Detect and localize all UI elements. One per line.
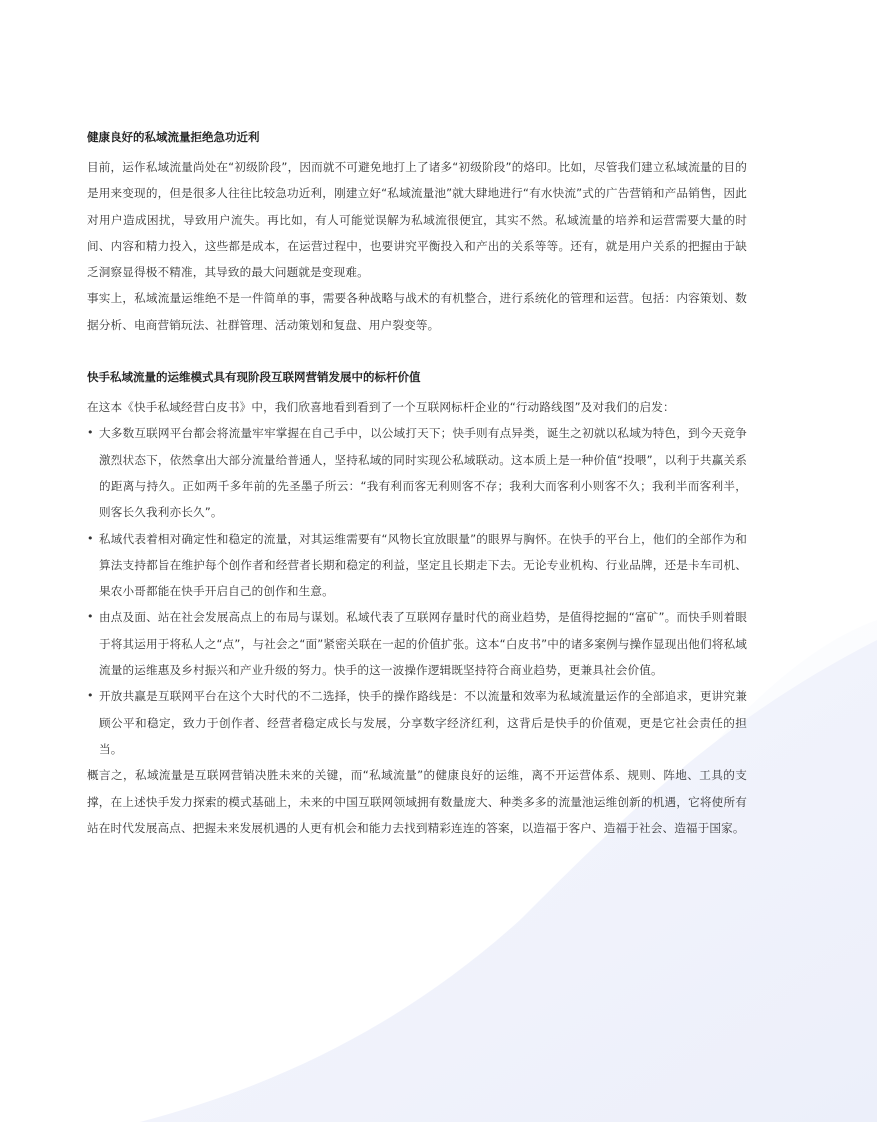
bullet-icon: • (87, 531, 94, 545)
bullet-item (87, 683, 747, 762)
bullet-text: 由点及面、站在社会发展高点上的布局与谋划。私域代表了互联网存量时代的商业趋势，是值得挖掘的“富矿”。而快手则着眼于将其运用于将私人之“点”，与社会之“面”紧密关联在一起的价值扩张。这本“白皮书”中的诸多案例与操作显现出他们将私域流量的运维惠及乡村振兴和产业升级的努力。快手的这一波操作逻辑既坚持符合商业趋势，更兼具社会价值。 (99, 610, 747, 678)
bullet-icon: • (87, 610, 94, 624)
section-healthy-private-traffic (87, 128, 747, 338)
paragraph: 目前，运作私域流量尚处在“初级阶段”，因而就不可避免地打上了诸多“初级阶段”的烙印。比如，尽管我们建立私域流量的目的是用来变现的，但是很多人往往比较急功近利，刚建立好“私域流量池”就大肆地进行“有水快流”式的广告营销和产品销售，因此对用户造成困扰，导致用户流失。再比如，有人可能觉误解为私域流很便宜，其实不然。私域流量的培养和运营需要大量的时间、内容和精力投入，这些都是成本，在运营过程中，也要讲究平衡投入和产出的关系等等。还有，就是用户关系的把握由于缺乏洞察显得极不精准，其导致的最大问题就是变现难。 (87, 160, 747, 280)
section-kuaishou-benchmark (87, 368, 747, 841)
bullet-item (87, 604, 747, 683)
bullet-text: 大多数互联网平台都会将流量牢牢掌握在自己手中，以公域打天下；快手则有点异类，诞生之初就以私域为特色，到今天竞争激烈状态下，依然拿出大部分流量给普通人，坚持私域的同时实现公私域联动。这本质上是一种价值“投喂”，以利于共赢关系的距离与持久。正如两千多年前的先圣墨子所云：“我有利而客无利则客不存；我利大而客利小则客不久；我利半而客利半，则客长久我利亦长久”。 (99, 426, 747, 520)
document-page (87, 128, 747, 841)
bullet-text: 开放共赢是互联网平台在这个大时代的不二选择，快手的操作路线是：不以流量和效率为私域流量运作的全部追求，更讲究兼顾公平和稳定，致力于创作者、经营者稳定成长与发展，分享数字经济红利，这背后是快手的价值观，更是它社会责任的担当。 (99, 689, 747, 756)
bullet-icon: • (87, 689, 94, 703)
bullet-text: 私域代表着相对确定性和稳定的流量，对其运维需要有“风物长宜放眼量”的眼界与胸怀。在快手的平台上，他们的全部作为和算法支持都旨在维护每个创作者和经营者长期和稳定的利益，坚定且长期走下去。无论专业机构、行业品牌，还是卡车司机、果农小哥都能在快手开启自己的创作和生意。 (99, 531, 747, 599)
bullet-icon: • (87, 426, 94, 440)
section-heading: 健康良好的私域流量拒绝急功近利 (87, 130, 260, 144)
conclusion-paragraph: 概言之，私域流量是互联网营销决胜未来的关键，而“私域流量”的健康良好的运维，离不开运营体系、规则、阵地、工具的支撑，在上述快手发力探索的模式基础上，未来的中国互联网领域拥有数量庞大、种类多多的流量池运维创新的机遇，它将使所有站在时代发展高点、把握未来发展机遇的人更有机会和能力去找到精彩连连的答案，以造福于客户、造福于社会、造福于国家。 (87, 768, 747, 835)
section-heading: 快手私域流量的运维模式具有现阶段互联网营销发展中的标杆价值 (87, 370, 421, 385)
paragraph: 事实上，私域流量运维绝不是一件简单的事，需要各种战略与战术的有机整合，进行系统化的管理和运营。包括：内容策划、数据分析、电商营销玩法、社群管理、活动策划和复盘、用户裂变等。 (87, 291, 747, 332)
intro-paragraph: 在这本《快手私域经营白皮书》中，我们欣喜地看到看到了一个互联网标杆企业的“行动路线图”及对我们的启发： (87, 400, 675, 415)
bullet-item (87, 420, 747, 525)
bullet-item (87, 526, 747, 605)
